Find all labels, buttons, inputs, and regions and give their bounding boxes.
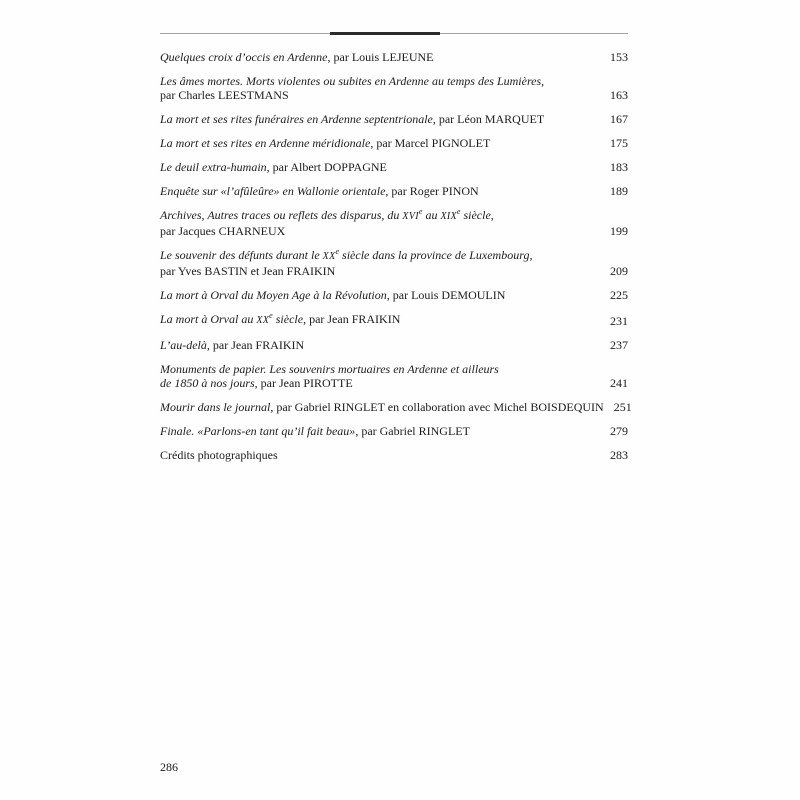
text-segment: , par Léon MARQUET <box>432 112 545 126</box>
text-segment: , par Jean FRAIKIN <box>206 338 305 352</box>
toc-entry-title <box>160 112 600 126</box>
toc-entry-line <box>160 362 600 376</box>
text-segment: , par Louis DEMOULIN <box>386 288 506 302</box>
toc-entry-title <box>160 50 600 64</box>
toc-list <box>160 50 632 472</box>
toc-entry-line <box>160 338 600 352</box>
toc-entry-page-number: 167 <box>610 112 628 126</box>
superscript-ordinal: e <box>269 311 273 320</box>
toc-entry <box>160 74 628 102</box>
text-segment: , par Jean FRAIKIN <box>303 312 401 326</box>
toc-entry-page-number: 279 <box>610 424 628 438</box>
text-segment: Enquête sur «l’afûleûre» en Wallonie orientale <box>160 184 386 198</box>
toc-entry-line <box>160 184 600 198</box>
toc-entry-page-number: 183 <box>610 160 628 174</box>
text-segment: XIX <box>440 211 457 222</box>
toc-entry-page-number: 231 <box>610 314 628 328</box>
toc-entry <box>160 312 628 328</box>
text-segment: au <box>422 208 441 222</box>
text-segment: La mort et ses rites en Ardenne méridionale <box>160 136 371 150</box>
text-segment: , par Louis LEJEUNE <box>327 50 434 64</box>
text-segment: Mourir dans le journal <box>160 400 271 414</box>
superscript-ordinal: e <box>335 247 340 256</box>
text-segment: La mort à Orval au <box>160 312 257 326</box>
toc-entry-line <box>160 208 600 224</box>
text-segment: Monuments de papier. Les souvenirs mortuaires en Ardenne et ailleurs <box>160 362 499 376</box>
toc-entry-title <box>160 338 600 352</box>
toc-entry-line <box>160 136 600 150</box>
text-segment: Finale. «Parlons-en tant qu’il fait beau» <box>160 424 356 438</box>
toc-entry-title <box>160 400 604 414</box>
text-segment: La mort à Orval du Moyen Age à la Révolution <box>160 288 387 302</box>
text-segment: , par Gabriel RINGLET <box>355 424 470 438</box>
toc-entry <box>160 338 628 352</box>
toc-entry-title <box>160 136 600 150</box>
toc-entry-title <box>160 208 600 238</box>
toc-entry-page-number: 175 <box>610 136 628 150</box>
text-segment: , par Albert DOPPAGNE <box>266 160 387 174</box>
superscript-ordinal: e <box>456 207 461 216</box>
toc-entry-page-number: 189 <box>610 184 628 198</box>
toc-entry <box>160 362 628 390</box>
toc-entry-page-number: 237 <box>610 338 628 352</box>
toc-entry <box>160 112 628 126</box>
toc-entry-page-number: 251 <box>613 400 632 414</box>
text-segment: siècle dans la province de Luxembourg, <box>339 248 533 262</box>
text-segment: L’au-delà <box>160 338 207 352</box>
toc-entry-page-number: 153 <box>610 50 628 64</box>
text-segment: , par Roger PINON <box>385 184 479 198</box>
text-segment: Les âmes mortes. Morts violentes ou subites en Ardenne au temps des Lumières, <box>160 74 545 88</box>
header-rule-dark-segment <box>330 32 440 35</box>
text-segment: par Yves BASTIN et Jean FRAIKIN <box>160 264 336 278</box>
text-segment: , par Gabriel RINGLET en collaboration avec Michel BOISDEQUIN <box>270 400 604 414</box>
page-number: 286 <box>160 760 178 774</box>
toc-entry <box>160 400 632 414</box>
toc-entry <box>160 424 628 438</box>
text-segment: par Charles LEESTMANS <box>160 88 289 102</box>
toc-entry-title <box>160 248 600 278</box>
toc-entry-title <box>160 160 600 174</box>
text-segment: Crédits photographiques <box>160 448 278 462</box>
text-segment: par Jacques CHARNEUX <box>160 224 286 238</box>
toc-entry <box>160 288 628 302</box>
toc-entry <box>160 160 628 174</box>
toc-entry-line <box>160 112 600 126</box>
toc-entry-page-number: 241 <box>610 376 628 390</box>
toc-entry <box>160 208 628 238</box>
toc-entry-line <box>160 74 600 88</box>
toc-entry-line <box>160 224 600 238</box>
toc-entry <box>160 50 628 64</box>
text-segment: , par Marcel PIGNOLET <box>370 136 491 150</box>
toc-entry-line <box>160 248 600 264</box>
text-segment: , par Jean PIROTTE <box>254 376 353 390</box>
toc-entry-line <box>160 88 600 102</box>
text-segment: siècle, <box>460 208 494 222</box>
toc-entry-title <box>160 312 600 328</box>
header-rule <box>160 33 628 34</box>
toc-entry <box>160 248 628 278</box>
toc-entry-title <box>160 184 600 198</box>
toc-entry-title <box>160 424 600 438</box>
toc-entry-line <box>160 376 600 390</box>
text-segment: La mort et ses rites funéraires en Ardenne septentrionale <box>160 112 433 126</box>
text-segment: XVI <box>402 211 419 222</box>
toc-entry-title <box>160 448 600 462</box>
toc-entry-line <box>160 160 600 174</box>
text-segment: Le deuil extra-humain <box>160 160 267 174</box>
toc-entry-page-number: 209 <box>610 264 628 278</box>
toc-entry-line <box>160 50 600 64</box>
toc-entry-page-number: 199 <box>610 224 628 238</box>
toc-entry-title <box>160 74 600 102</box>
text-segment: XX <box>256 315 270 326</box>
toc-entry-line <box>160 288 600 302</box>
toc-entry-page-number: 163 <box>610 88 628 102</box>
text-segment: siècle <box>272 312 304 326</box>
toc-entry-line <box>160 400 604 414</box>
toc-entry-title <box>160 288 600 302</box>
toc-entry <box>160 136 628 150</box>
toc-entry-page-number: 225 <box>610 288 628 302</box>
toc-entry <box>160 184 628 198</box>
toc-entry-line <box>160 312 600 328</box>
toc-entry-line <box>160 424 600 438</box>
text-segment: Quelques croix d’occis en Ardenne <box>160 50 328 64</box>
toc-entry-page-number: 283 <box>610 448 628 462</box>
toc-entry-title <box>160 362 600 390</box>
text-segment: de 1850 à nos jours <box>160 376 255 390</box>
toc-entry-line <box>160 448 600 462</box>
text-segment: XX <box>322 251 336 262</box>
text-segment: Archives, Autres traces ou reflets des disparus, du <box>160 208 403 222</box>
toc-entry <box>160 448 628 462</box>
toc-entry-line <box>160 264 600 278</box>
superscript-ordinal: e <box>418 207 423 216</box>
text-segment: Le souvenir des défunts durant le <box>160 248 323 262</box>
